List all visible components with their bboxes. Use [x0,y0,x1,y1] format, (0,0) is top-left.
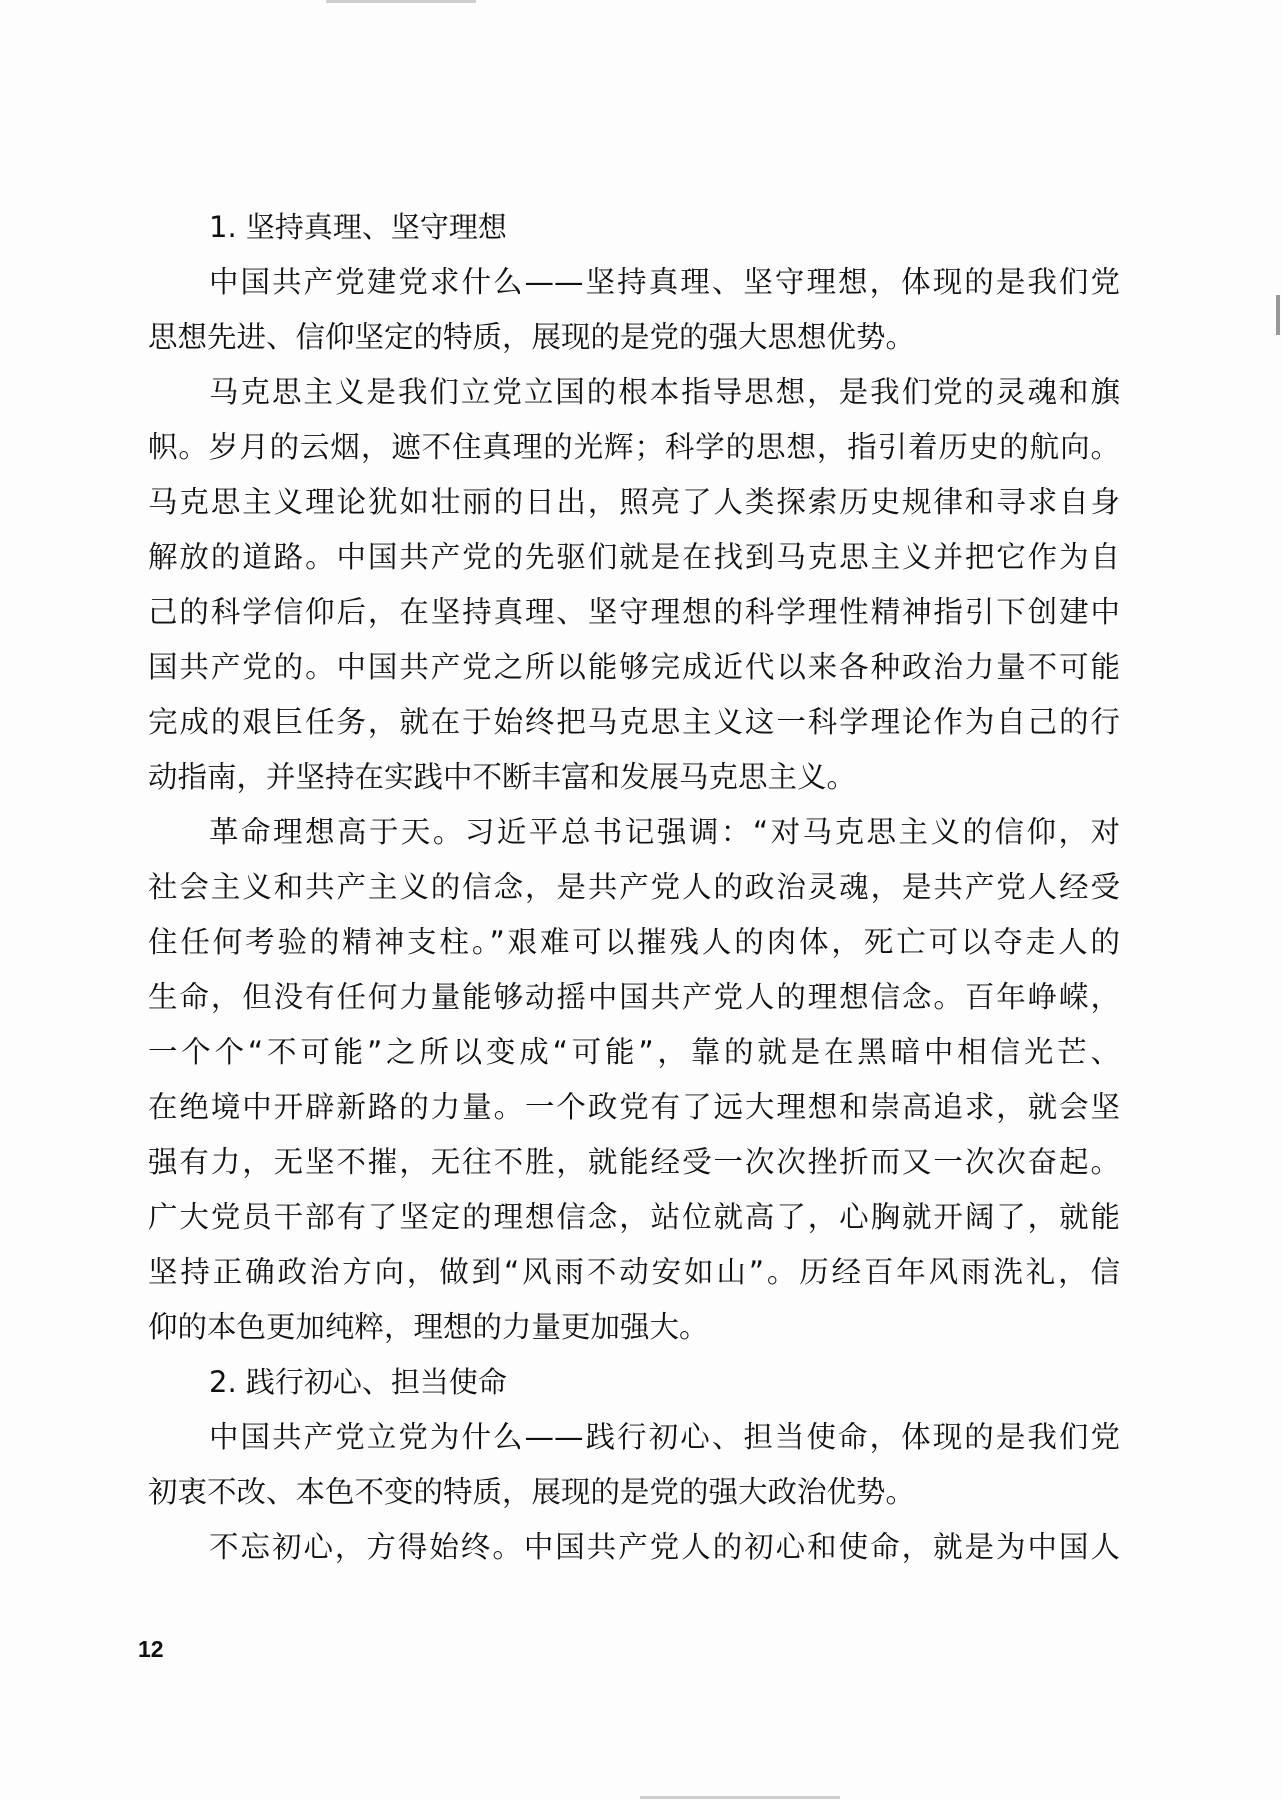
paragraph [148,805,1120,1355]
text-line: 马克思主义理论犹如壮丽的日出，照亮了人类探索历史规律和寻求自身 [148,485,1120,519]
text-line: 国共产党的。中国共产党之所以能够完成近代以来各种政治力量不可能 [148,650,1120,684]
text-line: 坚持正确政治方向，做到“风雨不动安如山”。历经百年风雨洗礼，信 [148,1255,1120,1289]
text-line: 广大党员干部有了坚定的理想信念，站位就高了，心胸就开阔了，就能 [148,1200,1120,1234]
text-line: 强有力，无坚不摧，无往不胜，就能经受一次次挫折而又一次次奋起。 [148,1145,1120,1179]
text-line: 生命，但没有任何力量能够动摇中国共产党人的理想信念。百年峥嵘， [148,980,1120,1014]
text-line: 中国共产党建党求什么——坚持真理、坚守理想，体现的是我们党 [209,265,1120,299]
text-line: 初衷不改、本色不变的特质，展现的是党的强大政治优势。 [148,1475,916,1509]
section-heading: 1. 坚持真理、坚守理想 [209,210,507,244]
text-line: 社会主义和共产主义的信念，是共产党人的政治灵魂，是共产党人经受 [148,870,1120,904]
text-line: 完成的艰巨任务，就在于始终把马克思主义这一科学理论作为自己的行 [148,705,1120,739]
paragraph [148,255,1120,365]
text-line: 己的科学信仰后，在坚持真理、坚守理想的科学理性精神指引下创建中 [148,595,1120,629]
page-number: 12 [138,1636,164,1662]
text-line: 在绝境中开辟新路的力量。一个政党有了远大理想和崇高追求，就会坚 [148,1090,1120,1124]
text-line: 马克思主义是我们立党立国的根本指导思想，是我们党的灵魂和旗 [209,375,1120,409]
text-line: 思想先进、信仰坚定的特质，展现的是党的强大思想优势。 [148,320,916,354]
scan-artifact [640,1796,840,1799]
scan-artifact [1276,295,1280,335]
scan-artifact [326,0,476,3]
text-line: 一个个“不可能”之所以变成“可能”，靠的就是在黑暗中相信光芒、 [148,1035,1120,1069]
document-body [148,200,1120,1575]
text-line: 仰的本色更加纯粹，理想的力量更加强大。 [148,1310,709,1344]
paragraph [148,1410,1120,1520]
text-line: 革命理想高于天。习近平总书记强调：“对马克思主义的信仰，对 [209,815,1120,849]
text-line: 不忘初心，方得始终。中国共产党人的初心和使命，就是为中国人 [209,1530,1120,1564]
text-line: 中国共产党立党为什么——践行初心、担当使命，体现的是我们党 [209,1420,1120,1454]
text-line: 住任何考验的精神支柱。”艰难可以摧残人的肉体，死亡可以夺走人的 [148,925,1120,959]
text-line: 动指南，并坚持在实践中不断丰富和发展马克思主义。 [148,760,857,794]
paragraph [148,365,1120,805]
text-line: 帜。岁月的云烟，遮不住真理的光辉；科学的思想，指引着历史的航向。 [148,430,1120,464]
section-heading: 2. 践行初心、担当使命 [209,1365,507,1399]
paragraph [148,1520,1120,1575]
text-line: 解放的道路。中国共产党的先驱们就是在找到马克思主义并把它作为自 [148,540,1120,574]
